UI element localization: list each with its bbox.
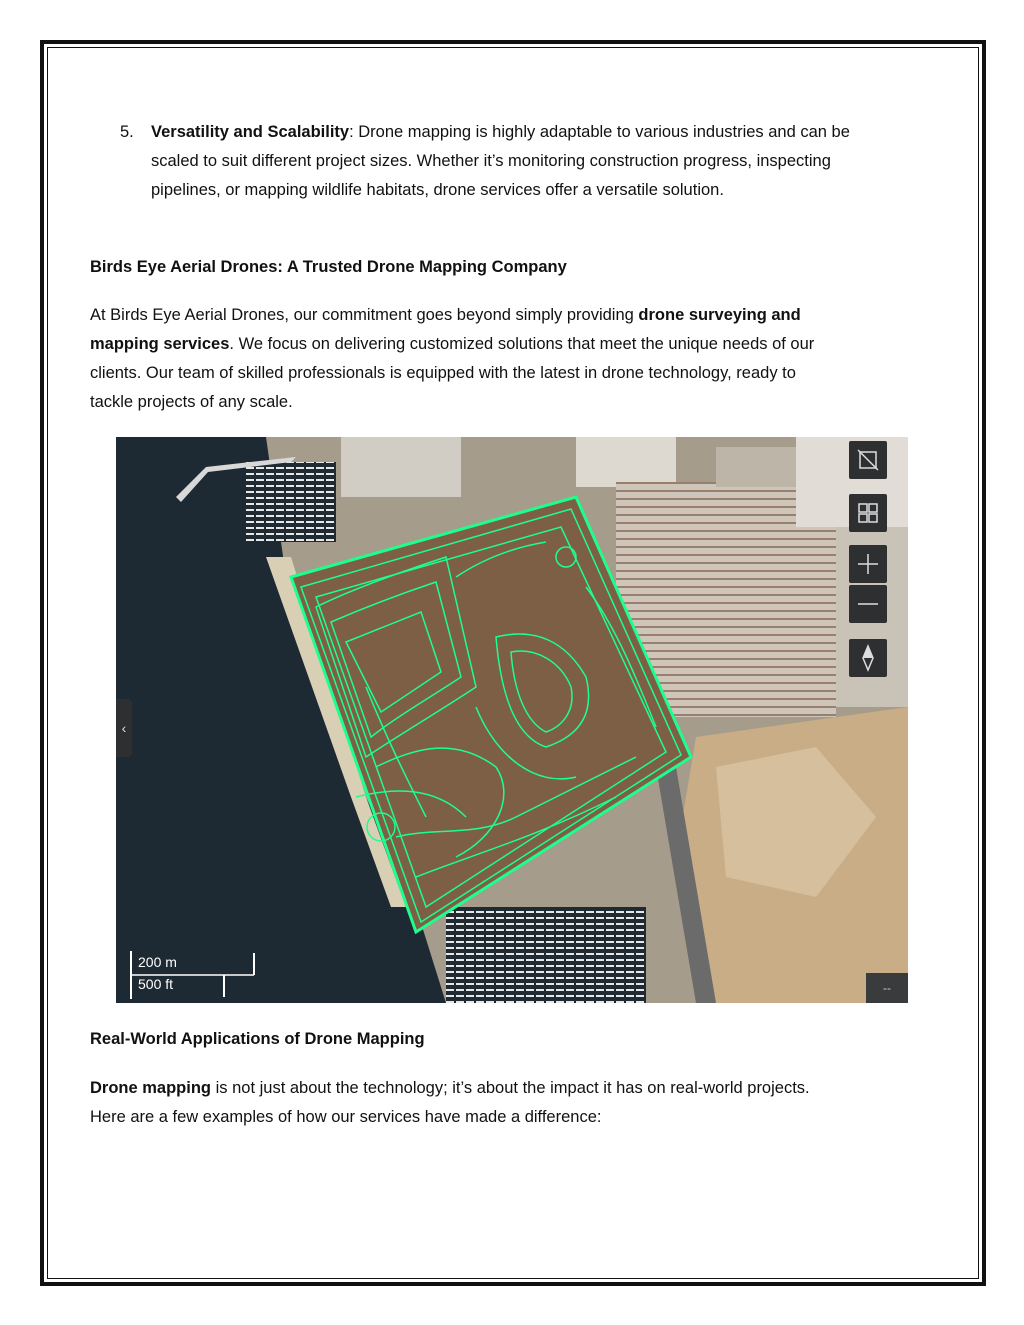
- aerial-map-graphic: [116, 437, 908, 1003]
- para-line-2: [90, 330, 920, 359]
- section-heading-trusted-company: Birds Eye Aerial Drones: A Trusted Drone Mapping Company: [90, 258, 567, 276]
- para-line-2-text: . We focus on delivering customized solutions that meet the unique needs of our: [229, 335, 815, 353]
- aerial-map-image: [116, 437, 908, 1003]
- list-line-2: scaled to suit different project sizes. Whether it’s monitoring construction progress, inspecting: [151, 152, 831, 170]
- list-line-1: [151, 118, 941, 147]
- list-line-1-text: : Drone mapping is highly adaptable to various industries and can be: [349, 123, 850, 141]
- map-scale-bar: [130, 951, 177, 995]
- para-line-4: tackle projects of any scale.: [90, 393, 293, 411]
- list-body: [151, 118, 941, 205]
- para-bold-1: drone surveying and: [638, 306, 801, 324]
- zoom-out-icon[interactable]: [849, 585, 887, 623]
- scale-imperial-label: 500 ft: [138, 976, 174, 992]
- list-line-3: pipelines, or mapping wildlife habitats, drone services offer a versatile solution.: [151, 181, 724, 199]
- para-line-3: clients. Our team of skilled professionals is equipped with the latest in drone technology, ready to: [90, 364, 796, 382]
- para2-line-1: [90, 1074, 920, 1103]
- zoom-in-icon[interactable]: [849, 545, 887, 583]
- map-corner-tag: --: [866, 973, 908, 1003]
- layers-grid-icon[interactable]: [849, 494, 887, 532]
- scale-metric-label: 200 m: [138, 954, 177, 970]
- para-bold-2: mapping services: [90, 335, 230, 353]
- para2-line-1-text: is not just about the technology; it’s about the impact it has on real-world projects.: [211, 1079, 810, 1097]
- para2-bold: Drone mapping: [90, 1079, 212, 1097]
- compass-icon[interactable]: [849, 639, 887, 677]
- para-line-1-text: At Birds Eye Aerial Drones, our commitment goes beyond simply providing: [90, 306, 639, 324]
- paragraph-real-world: [90, 1074, 920, 1132]
- section-heading-real-world: Real-World Applications of Drone Mapping: [90, 1030, 425, 1048]
- para-line-1: [90, 301, 920, 330]
- paragraph-commitment: [90, 301, 920, 417]
- list-bold-term: Versatility and Scalability: [151, 123, 350, 141]
- para2-line-2: Here are a few examples of how our services have made a difference:: [90, 1108, 602, 1126]
- list-number: 5.: [120, 123, 134, 141]
- side-panel-toggle[interactable]: ‹: [116, 699, 132, 757]
- crop-off-icon[interactable]: [849, 441, 887, 479]
